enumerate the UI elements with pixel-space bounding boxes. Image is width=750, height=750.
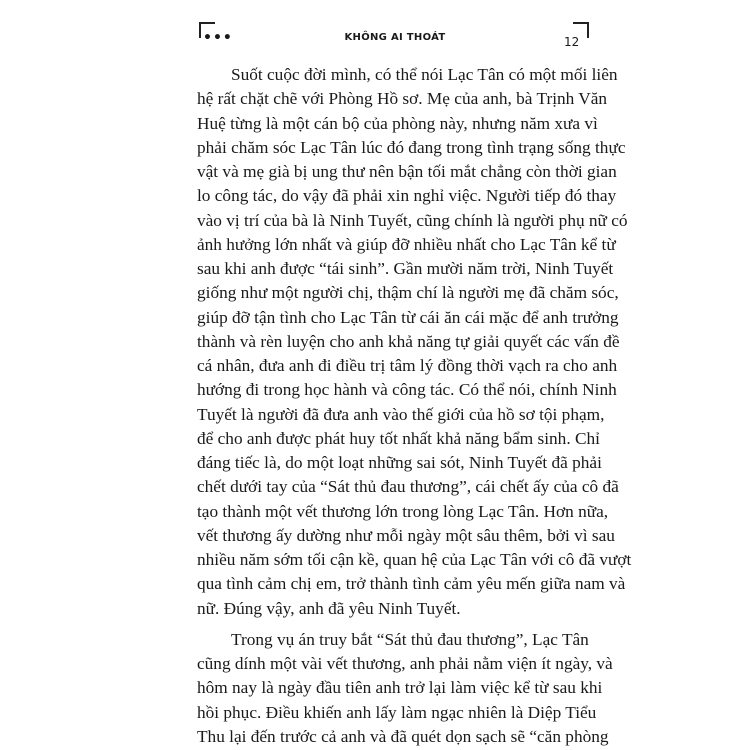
text-line: nhiều năm sớm tối cận kề, quan hệ của Lạc Tân với cô đã vượt: [197, 550, 632, 569]
text-line: phải chăm sóc Lạc Tân lúc đó đang trong tình trạng sống thực: [197, 137, 626, 157]
text-line: Thu lại đến trước cả anh và đã quét dọn sạch sẽ “căn phòng: [197, 726, 609, 746]
text-line: hôm nay là ngày đầu tiên anh trở lại làm việc kể từ sau khi: [197, 678, 603, 698]
header-dots-icon: •••: [203, 30, 233, 46]
text-line: ảnh hưởng lớn nhất và giúp đỡ nhiều nhất cho Lạc Tân kể từ: [197, 234, 616, 254]
text-line: vào vị trí của bà là Ninh Tuyết, cũng chính là người phụ nữ có: [197, 210, 628, 230]
text-line: Tuyết là người đã đưa anh vào thế giới của hồ sơ tội phạm,: [197, 404, 605, 424]
text-line: đáng tiếc là, do một loạt những sai sót, Ninh Tuyết đã phải: [197, 453, 602, 472]
text-line: hệ rất chặt chẽ với Phòng Hồ sơ. Mẹ của anh, bà Trịnh Văn: [197, 89, 608, 109]
text-line: lo công tác, do vậy đã phải xin nghỉ việc. Người tiếp đó thay: [197, 186, 617, 206]
text-line: cũng dính một vài vết thương, anh phải nằm viện ít ngày, và: [197, 654, 613, 673]
text-line: hồi phục. Điều khiến anh lấy làm ngạc nhiên là Diệp Tiểu: [197, 702, 597, 722]
paragraph-gap: [197, 621, 584, 628]
text-line: nữ. Đúng vậy, anh đã yêu Ninh Tuyết.: [197, 598, 461, 618]
text-line: chết dưới tay của “Sát thủ đau thương”, cái chết ấy của cô đã: [197, 477, 619, 497]
body-text: [197, 63, 632, 749]
text-line: sau khi anh được “tái sinh”. Gần mười năm trời, Ninh Tuyết: [197, 259, 614, 278]
text-line: tạo thành một vết thương lớn trong lòng Lạc Tân. Hơn nữa,: [197, 501, 609, 521]
text-line: thành và rèn luyện cho anh khả năng tự giải quyết các vấn đề: [197, 331, 620, 351]
text-line: qua tình cảm chị em, trở thành tình cảm yêu mến giữa nam và: [197, 574, 626, 594]
text-line: Suốt cuộc đời mình, có thể nói Lạc Tân có một mối liên: [231, 65, 618, 84]
text-line: Huệ từng là một cán bộ của phòng này, nhưng năm xưa vì: [197, 113, 598, 133]
text-line: để cho anh được phát huy tốt nhất khả năng bẩm sinh. Chỉ: [197, 428, 600, 448]
text-line: vật và mẹ già bị ung thư nên bận tối mắt chẳng còn thời gian: [197, 162, 617, 181]
text-line: hướng đi trong học hành và công tác. Có thể nói, chính Ninh: [197, 380, 617, 400]
text-line: vết thương ấy dường như mỗi ngày một sâu thêm, bởi vì sau: [197, 525, 615, 545]
text-line: giống như một người chị, thậm chí là người mẹ đã chăm sóc,: [197, 283, 619, 303]
page-number: 12: [564, 35, 580, 49]
text-line: giúp đỡ tận tình cho Lạc Tân từ cái ăn cái mặc để anh trưởng: [197, 307, 619, 327]
running-title: KHÔNG AI THOÁT: [344, 32, 446, 43]
text-line: cá nhân, đưa anh đi điều trị tâm lý đồng thời vạch ra cho anh: [197, 356, 618, 375]
text-line: Trong vụ án truy bắt “Sát thủ đau thương”, Lạc Tân: [231, 629, 589, 649]
